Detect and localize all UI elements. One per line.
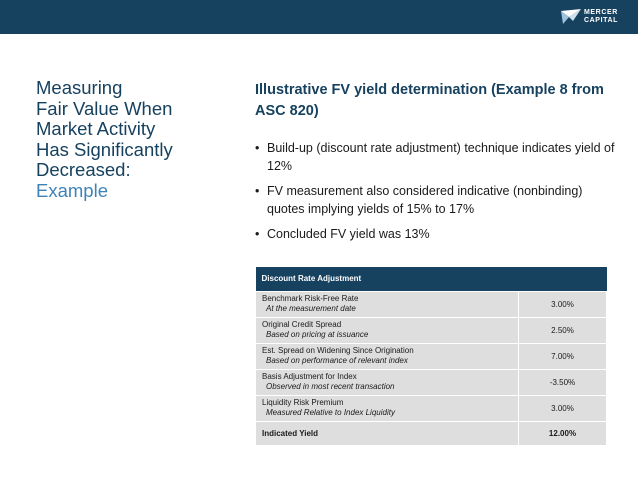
row-value: -3.50% [519, 369, 607, 395]
mercer-logo-icon [561, 9, 581, 25]
row-label: Liquidity Risk Premium [262, 398, 344, 407]
table-row [256, 343, 607, 369]
row-value: 3.00% [519, 291, 607, 317]
bullet-text: FV measurement also considered indicative (nonbinding) quotes implying yields of 15% to 17% [267, 184, 583, 216]
table-header-row [256, 267, 607, 291]
row-sublabel: Observed in most recent transaction [266, 382, 395, 391]
row-label: Basis Adjustment for Index [262, 372, 357, 381]
table-row [256, 317, 607, 343]
slide-title [36, 78, 226, 201]
row-label-cell [256, 317, 519, 343]
row-sublabel: Based on performance of relevant index [266, 356, 408, 365]
row-value: 7.00% [519, 343, 607, 369]
row-label-cell [256, 343, 519, 369]
logo-line-1: MERCER [583, 9, 618, 16]
bullet-item [255, 183, 615, 218]
row-sublabel: Measured Relative to Index Liquidity [266, 408, 395, 417]
row-label: Benchmark Risk-Free Rate [262, 294, 359, 303]
top-banner [0, 0, 638, 34]
title-line-3: Market Activity [36, 118, 156, 139]
row-label: Est. Spread on Widening Since Origination [262, 346, 414, 355]
bullet-list [255, 140, 615, 252]
section-heading: Illustrative FV yield determination (Example 8 from ASC 820) [255, 82, 604, 119]
logo-wordmark [584, 9, 618, 25]
row-value: 3.00% [519, 395, 607, 421]
logo-line-2: CAPITAL [583, 17, 618, 24]
bullet-dot: • [255, 141, 260, 155]
mercer-capital-logo [561, 7, 618, 27]
total-label: Indicated Yield [256, 421, 519, 445]
row-label-cell [256, 291, 519, 317]
bullet-text: Concluded FV yield was 13% [267, 227, 430, 241]
row-sublabel: At the measurement date [266, 304, 356, 313]
title-line-1: Measuring [36, 77, 123, 98]
table-header: Discount Rate Adjustment [256, 267, 607, 291]
row-sublabel: Based on pricing at issuance [266, 330, 369, 339]
table-row [256, 369, 607, 395]
row-label-cell [256, 369, 519, 395]
row-value: 2.50% [519, 317, 607, 343]
table-total-row [256, 421, 607, 445]
table-row [256, 395, 607, 421]
title-line-4: Has Significantly [36, 138, 173, 160]
table-row [256, 291, 607, 317]
bullet-dot: • [255, 184, 260, 198]
bullet-dot: • [255, 227, 260, 241]
title-line-2: Fair Value When [36, 97, 173, 119]
bullet-text: Build-up (discount rate adjustment) technique indicates yield of 12% [267, 141, 615, 173]
title-line-5: Decreased: [36, 159, 131, 180]
total-value: 12.00% [519, 421, 607, 445]
bullet-item [255, 140, 615, 175]
discount-rate-table [255, 267, 607, 446]
bullet-item [255, 226, 615, 244]
row-label-cell [256, 395, 519, 421]
row-label: Original Credit Spread [262, 320, 342, 329]
title-accent-example: Example [36, 179, 108, 201]
